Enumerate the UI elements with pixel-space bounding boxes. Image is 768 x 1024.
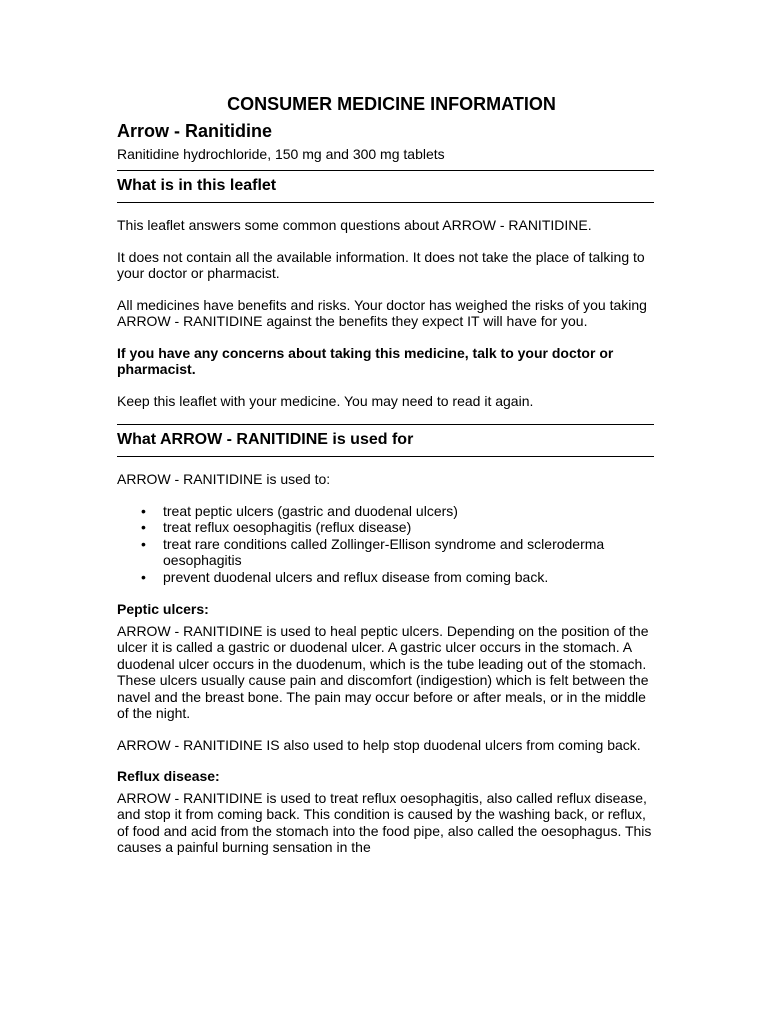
list-item [117,503,654,520]
paragraph-leaflet-intro: This leaflet answers some common questions about ARROW - RANITIDINE. [117,217,592,233]
paragraph-leaflet-scope: It does not contain all the available information. It does not take the place of talking to your doctor or pharmacist. [117,248,645,281]
usage-bullet-list [117,503,654,586]
bullet-icon: • [141,519,146,535]
list-item [117,536,654,569]
section-heading-leaflet: What is in this leaflet [117,170,654,203]
section-heading-usage: What ARROW - RANITIDINE is used for [117,424,654,457]
paragraph-usage-intro: ARROW - RANITIDINE is used to: [117,471,331,487]
bullet-icon: • [141,502,146,519]
product-name: Arrow - Ranitidine [117,121,273,141]
bullet-icon: • [141,535,146,552]
paragraph-peptic-ulcers: ARROW - RANITIDINE is used to heal peptic ulcers. Depending on the position of the ulcer it is called a gastric or duodenal ulcer. A gastric ulcer occurs in the stomach. A duodenal ulcer occurs in the duodenum, which is the tube leading out of the stomach. These ulcers usually cause pain and discomfort (indigestion) which is felt between the navel and the breast bone. The pain may occur before or after meals, or in the middle of the night. [117,622,649,721]
list-item [117,519,654,536]
paragraph-keep-leaflet: Keep this leaflet with your medicine. You may need to read it again. [117,392,534,409]
list-item-text: treat peptic ulcers (gastric and duodenal ulcers) [163,502,458,519]
list-item-text: prevent duodenal ulcers and reflux disease from coming back. [163,568,549,585]
bullet-icon: • [141,568,146,585]
paragraph-reflux-disease: ARROW - RANITIDINE is used to treat reflux oesophagitis, also called reflux disease, and stop it from coming back. This condition is caused by the washing back, or reflux, of food and acid from the stomach into the food pipe, also called the oesophagus. This causes a painful burning sensation in the [117,789,652,855]
subheading-peptic-ulcers: Peptic ulcers: [117,601,209,617]
list-item-text: treat rare conditions called Zollinger-Ellison syndrome and scleroderma oesophagitis [163,535,605,568]
paragraph-benefits-risks: All medicines have benefits and risks. Your doctor has weighed the risks of you taking ARROW - RANITIDINE against the benefits they expect IT will have for you. [117,296,647,329]
subheading-reflux-disease: Reflux disease: [117,768,220,784]
document-title: CONSUMER MEDICINE INFORMATION [227,94,556,114]
list-item-text: treat reflux oesophagitis (reflux disease) [163,519,412,535]
list-item [117,569,654,586]
paragraph-concerns: If you have any concerns about taking this medicine, talk to your doctor or pharmacist. [117,344,614,377]
document-page [117,93,654,871]
product-subtitle: Ranitidine hydrochloride, 150 mg and 300 mg tablets [117,146,445,162]
paragraph-peptic-prevention: ARROW - RANITIDINE IS also used to help stop duodenal ulcers from coming back. [117,736,641,753]
